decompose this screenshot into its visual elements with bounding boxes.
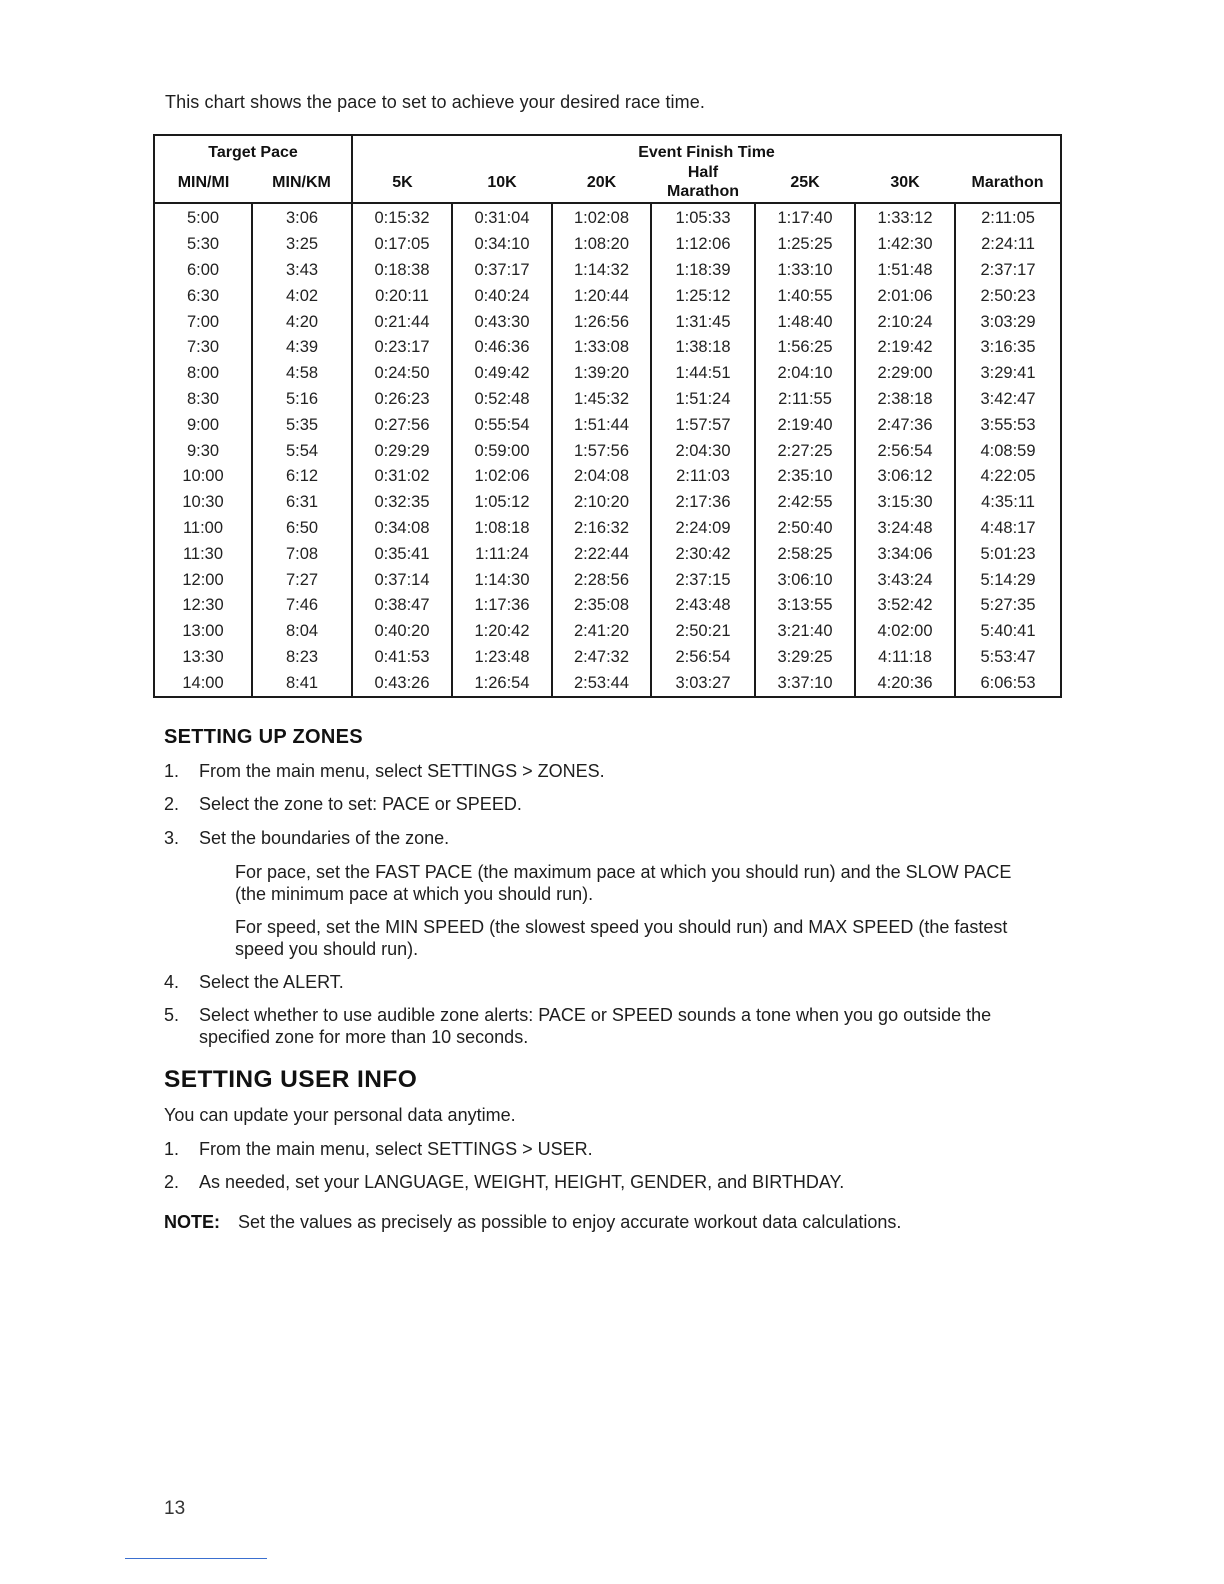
pace-table-body: [154, 203, 1061, 697]
col-header-20k: 20K: [586, 173, 617, 191]
table-cell: 3:25: [252, 232, 352, 258]
table-cell: 2:11:03: [651, 464, 755, 490]
table-cell: 2:11:05: [955, 203, 1061, 232]
table-cell: 0:55:54: [452, 412, 552, 438]
step-text: Select whether to use audible zone alerts: PACE or SPEED sounds a tone when you go outside the specified zone for more than 10 seconds.: [199, 1005, 992, 1047]
table-cell: 2:58:25: [755, 541, 855, 567]
table-cell: 12:30: [182, 596, 224, 615]
step-number: 2.: [164, 794, 180, 814]
table-cell: 0:15:32: [352, 203, 452, 232]
table-row: [154, 309, 1061, 335]
table-cell: 2:04:08: [552, 464, 651, 490]
table-cell: 0:38:47: [352, 593, 452, 619]
table-cell: 5:16: [252, 387, 352, 413]
table-cell: 7:46: [252, 593, 352, 619]
table-cell: 1:05:33: [651, 203, 755, 232]
table-cell: 6:00: [186, 260, 220, 279]
table-cell: 3:15:30: [855, 490, 955, 516]
col-header-marathon: Marathon: [971, 173, 1044, 191]
table-cell: 8:04: [252, 619, 352, 645]
table-cell: 0:43:30: [452, 309, 552, 335]
table-row: [154, 541, 1061, 567]
table-cell: 0:20:11: [352, 283, 452, 309]
table-cell: 2:50:21: [651, 619, 755, 645]
footer-rule: [125, 1558, 267, 1559]
table-cell: 2:11:55: [755, 387, 855, 413]
user-step-2: [164, 1172, 1044, 1194]
zones-step-2: [164, 794, 1044, 816]
table-cell: 4:02: [252, 283, 352, 309]
table-cell: 11:00: [182, 518, 224, 537]
table-cell: 6:31: [252, 490, 352, 516]
table-cell: 7:30: [186, 338, 220, 357]
table-cell: 6:50: [252, 516, 352, 542]
table-cell: 0:41:53: [352, 645, 452, 671]
table-cell: 3:29:41: [955, 361, 1061, 387]
table-cell: 1:56:25: [755, 335, 855, 361]
table-cell: 4:48:17: [955, 516, 1061, 542]
table-cell: 0:52:48: [452, 387, 552, 413]
table-cell: 3:03:29: [955, 309, 1061, 335]
table-cell: 1:20:44: [552, 283, 651, 309]
note-label: NOTE:: [164, 1212, 220, 1232]
table-cell: 1:08:20: [552, 232, 651, 258]
table-cell: 7:00: [186, 312, 220, 331]
table-row: [154, 203, 1061, 232]
note-text: Set the values as precisely as possible to enjoy accurate workout data calculations.: [238, 1212, 902, 1232]
table-cell: 4:20: [252, 309, 352, 335]
table-cell: 9:00: [186, 415, 220, 434]
table-cell: 1:33:10: [755, 258, 855, 284]
table-cell: 10:30: [182, 493, 224, 512]
table-cell: 3:37:10: [755, 670, 855, 697]
table-cell: 10:00: [182, 467, 224, 486]
table-cell: 3:06:10: [755, 567, 855, 593]
table-cell: 1:11:24: [452, 541, 552, 567]
col-header-25k: 25K: [790, 173, 820, 191]
table-cell: 13:30: [182, 647, 224, 666]
table-cell: 2:04:10: [755, 361, 855, 387]
table-cell: 7:08: [252, 541, 352, 567]
table-cell: 0:43:26: [352, 670, 452, 697]
table-cell: 2:29:00: [855, 361, 955, 387]
table-cell: 1:14:32: [552, 258, 651, 284]
table-cell: 2:24:09: [651, 516, 755, 542]
table-cell: 0:40:20: [352, 619, 452, 645]
group-header-target-pace: Target Pace: [208, 144, 298, 161]
table-cell: 13:00: [182, 622, 224, 641]
col-header-min-km: MIN/KM: [272, 173, 331, 191]
step-text: From the main menu, select SETTINGS > USER.: [199, 1139, 593, 1159]
step-number: 1.: [164, 761, 180, 781]
table-cell: 9:30: [186, 441, 220, 460]
table-cell: 0:32:35: [352, 490, 452, 516]
table-cell: 3:06: [252, 203, 352, 232]
table-cell: 2:28:56: [552, 567, 651, 593]
table-cell: 2:17:36: [651, 490, 755, 516]
table-cell: 1:17:36: [452, 593, 552, 619]
table-row: [154, 464, 1061, 490]
table-cell: 2:27:25: [755, 438, 855, 464]
table-cell: 0:35:41: [352, 541, 452, 567]
table-cell: 3:42:47: [955, 387, 1061, 413]
table-cell: 0:23:17: [352, 335, 452, 361]
table-cell: 5:01:23: [955, 541, 1061, 567]
table-cell: 7:27: [252, 567, 352, 593]
table-row: [154, 361, 1061, 387]
col-header-min-mi: MIN/MI: [177, 173, 230, 191]
table-cell: 2:47:36: [855, 412, 955, 438]
table-cell: 2:50:23: [955, 283, 1061, 309]
table-cell: 3:24:48: [855, 516, 955, 542]
table-cell: 2:22:44: [552, 541, 651, 567]
zones-step-5: [164, 1005, 1044, 1048]
table-cell: 4:02:00: [855, 619, 955, 645]
table-cell: 1:39:20: [552, 361, 651, 387]
table-cell: 1:51:24: [651, 387, 755, 413]
table-cell: 1:14:30: [452, 567, 552, 593]
table-row: [154, 490, 1061, 516]
table-cell: 0:18:38: [352, 258, 452, 284]
table-row: [154, 645, 1061, 671]
table-row: [154, 232, 1061, 258]
table-cell: 14:00: [182, 673, 224, 692]
table-row: [154, 516, 1061, 542]
table-row: [154, 670, 1061, 697]
intro-text: This chart shows the pace to set to achieve your desired race time.: [165, 92, 705, 112]
table-cell: 2:41:20: [552, 619, 651, 645]
table-cell: 2:43:48: [651, 593, 755, 619]
group-header-event-finish: Event Finish Time: [352, 135, 1061, 162]
table-cell: 1:12:06: [651, 232, 755, 258]
table-cell: 2:10:20: [552, 490, 651, 516]
table-cell: 5:35: [252, 412, 352, 438]
table-cell: 2:53:44: [552, 670, 651, 697]
table-row: [154, 438, 1061, 464]
table-cell: 0:46:36: [452, 335, 552, 361]
table-cell: 4:11:18: [855, 645, 955, 671]
table-cell: 2:01:06: [855, 283, 955, 309]
table-cell: 4:39: [252, 335, 352, 361]
table-cell: 3:43: [252, 258, 352, 284]
user-step-1: [164, 1139, 1044, 1161]
note: [164, 1212, 901, 1233]
table-cell: 2:50:40: [755, 516, 855, 542]
table-row: [154, 335, 1061, 361]
table-cell: 1:44:51: [651, 361, 755, 387]
step-number: 2.: [164, 1172, 180, 1192]
table-cell: 2:56:54: [855, 438, 955, 464]
table-row: [154, 412, 1061, 438]
table-cell: 2:47:32: [552, 645, 651, 671]
table-cell: 3:16:35: [955, 335, 1061, 361]
table-cell: 1:18:39: [651, 258, 755, 284]
table-row: [154, 283, 1061, 309]
table-cell: 11:30: [182, 544, 224, 563]
table-cell: 6:30: [186, 286, 220, 305]
table-cell: 2:04:30: [651, 438, 755, 464]
table-cell: 5:53:47: [955, 645, 1061, 671]
table-cell: 0:31:04: [452, 203, 552, 232]
table-cell: 4:08:59: [955, 438, 1061, 464]
table-row: [154, 387, 1061, 413]
table-cell: 1:02:08: [552, 203, 651, 232]
col-header-half-marathon: Half Marathon: [667, 164, 739, 200]
table-cell: 4:22:05: [955, 464, 1061, 490]
table-cell: 5:30: [186, 235, 220, 254]
table-cell: 3:52:42: [855, 593, 955, 619]
zones-step-3: [164, 828, 1044, 850]
table-cell: 6:12: [252, 464, 352, 490]
user-info-intro: You can update your personal data anytime.: [164, 1105, 516, 1125]
table-cell: 3:43:24: [855, 567, 955, 593]
table-cell: 2:37:15: [651, 567, 755, 593]
table-cell: 2:37:17: [955, 258, 1061, 284]
table-cell: 1:05:12: [452, 490, 552, 516]
pace-chart-table: [153, 134, 1062, 698]
table-cell: 1:08:18: [452, 516, 552, 542]
table-cell: 12:00: [182, 570, 224, 589]
table-cell: 2:19:42: [855, 335, 955, 361]
step-text: Select the zone to set: PACE or SPEED.: [199, 794, 522, 814]
table-cell: 5:27:35: [955, 593, 1061, 619]
step-text: Set the boundaries of the zone.: [199, 828, 450, 848]
table-cell: 5:40:41: [955, 619, 1061, 645]
table-cell: 1:02:06: [452, 464, 552, 490]
table-cell: 1:57:57: [651, 412, 755, 438]
table-cell: 1:26:54: [452, 670, 552, 697]
table-cell: 0:40:24: [452, 283, 552, 309]
table-cell: 1:42:30: [855, 232, 955, 258]
table-cell: 2:19:40: [755, 412, 855, 438]
table-cell: 1:51:44: [552, 412, 651, 438]
step-text: As needed, set your LANGUAGE, WEIGHT, HEIGHT, GENDER, and BIRTHDAY.: [199, 1172, 845, 1192]
table-cell: 1:17:40: [755, 203, 855, 232]
table-cell: 0:34:10: [452, 232, 552, 258]
step-number: 3.: [164, 828, 180, 848]
col-header-30k: 30K: [890, 173, 920, 191]
table-cell: 4:20:36: [855, 670, 955, 697]
table-row: [154, 619, 1061, 645]
table-cell: 2:10:24: [855, 309, 955, 335]
table-cell: 1:26:56: [552, 309, 651, 335]
zones-step-4: [164, 972, 1044, 994]
table-cell: 0:24:50: [352, 361, 452, 387]
table-cell: 5:54: [252, 438, 352, 464]
table-cell: 2:16:32: [552, 516, 651, 542]
step-text: From the main menu, select SETTINGS > ZONES.: [199, 761, 605, 781]
table-cell: 1:38:18: [651, 335, 755, 361]
col-header-10k: 10K: [487, 173, 517, 191]
table-cell: 8:00: [186, 364, 220, 383]
table-cell: 0:49:42: [452, 361, 552, 387]
table-cell: 3:03:27: [651, 670, 755, 697]
table-cell: 1:51:48: [855, 258, 955, 284]
table-cell: 4:35:11: [955, 490, 1061, 516]
table-cell: 1:25:25: [755, 232, 855, 258]
table-cell: 5:14:29: [955, 567, 1061, 593]
step-number: 4.: [164, 972, 180, 992]
table-cell: 0:21:44: [352, 309, 452, 335]
table-cell: 8:30: [186, 389, 220, 408]
zones-step-1: [164, 761, 1044, 783]
table-cell: 1:57:56: [552, 438, 651, 464]
col-header-5k: 5K: [352, 162, 452, 203]
table-cell: 0:29:29: [352, 438, 452, 464]
table-cell: 1:33:12: [855, 203, 955, 232]
step-number: 1.: [164, 1139, 180, 1159]
table-cell: 1:31:45: [651, 309, 755, 335]
table-cell: 8:23: [252, 645, 352, 671]
table-cell: 1:20:42: [452, 619, 552, 645]
table-cell: 0:31:02: [352, 464, 452, 490]
table-row: [154, 567, 1061, 593]
table-cell: 8:41: [252, 670, 352, 697]
table-cell: 3:34:06: [855, 541, 955, 567]
table-cell: 6:06:53: [955, 670, 1061, 697]
table-cell: 0:27:56: [352, 412, 452, 438]
zones-pace-subtext: For pace, set the FAST PACE (the maximum pace at which you should run) and the SLOW PACE (the minimum pace at which you should run).: [235, 862, 1012, 904]
zones-speed-subtext: For speed, set the MIN SPEED (the slowest speed you should run) and MAX SPEED (the fastest speed you should run).: [235, 917, 1008, 959]
table-cell: 3:55:53: [955, 412, 1061, 438]
page-number: 13: [164, 1498, 186, 1519]
table-row: [154, 593, 1061, 619]
table-cell: 3:29:25: [755, 645, 855, 671]
table-cell: 0:37:14: [352, 567, 452, 593]
table-cell: 1:40:55: [755, 283, 855, 309]
table-cell: 2:30:42: [651, 541, 755, 567]
table-cell: 5:00: [186, 209, 220, 228]
table-cell: 3:13:55: [755, 593, 855, 619]
table-cell: 1:48:40: [755, 309, 855, 335]
table-cell: 2:38:18: [855, 387, 955, 413]
table-cell: 4:58: [252, 361, 352, 387]
table-row: [154, 258, 1061, 284]
table-cell: 0:37:17: [452, 258, 552, 284]
step-text: Select the ALERT.: [199, 972, 344, 992]
table-cell: 2:24:11: [955, 232, 1061, 258]
table-cell: 1:45:32: [552, 387, 651, 413]
table-cell: 1:25:12: [651, 283, 755, 309]
table-cell: 0:26:23: [352, 387, 452, 413]
step-number: 5.: [164, 1005, 180, 1025]
table-cell: 1:33:08: [552, 335, 651, 361]
zones-heading: SETTING UP ZONES: [164, 726, 363, 748]
table-cell: 2:56:54: [651, 645, 755, 671]
table-cell: 2:35:08: [552, 593, 651, 619]
table-cell: 1:23:48: [452, 645, 552, 671]
table-cell: 0:17:05: [352, 232, 452, 258]
table-cell: 3:21:40: [755, 619, 855, 645]
table-cell: 2:35:10: [755, 464, 855, 490]
table-cell: 0:59:00: [452, 438, 552, 464]
table-cell: 3:06:12: [855, 464, 955, 490]
table-cell: 0:34:08: [352, 516, 452, 542]
table-cell: 2:42:55: [755, 490, 855, 516]
user-info-heading: SETTING USER INFO: [164, 1066, 418, 1093]
